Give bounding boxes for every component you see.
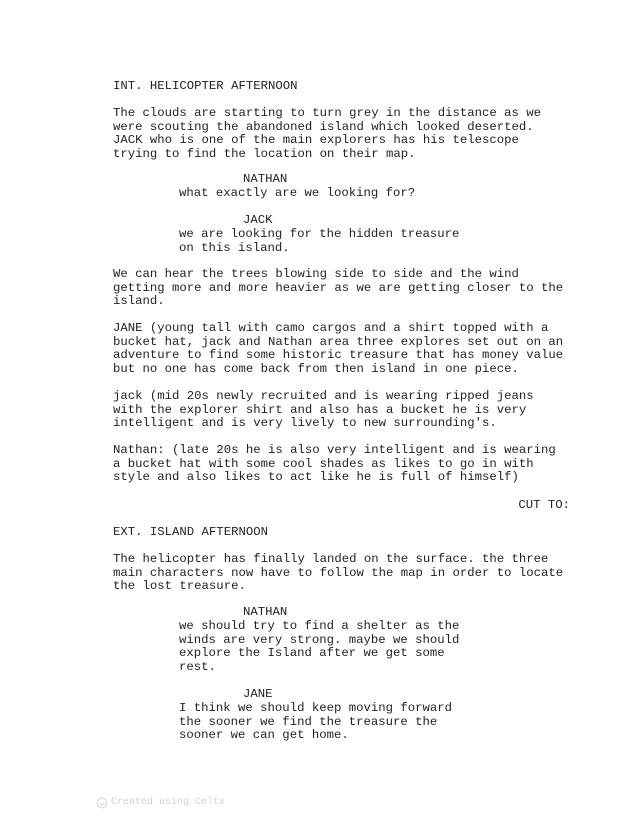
character-name-4: JANE <box>243 687 273 701</box>
action-paragraph-5: Nathan: (late 20s he is also very intelligent and is wearing a bucket hat with some cool shades as likes to go in with style and also likes to act like he is full of himself) <box>113 443 556 485</box>
dialogue-4: I think we should keep moving forward the sooner we find the treasure the sooner we can get home. <box>179 701 453 743</box>
transition-cut-to: CUT TO: <box>518 498 570 512</box>
celtx-logo-icon <box>97 797 107 809</box>
dialogue-1: what exactly are we looking for? <box>179 186 416 200</box>
scene-heading-2: EXT. ISLAND AFTERNOON <box>113 525 268 539</box>
character-name-2: JACK <box>243 213 273 227</box>
action-paragraph-1: The clouds are starting to turn grey in the distance as we were scouting the abandoned island which looked deserted. JACK who is one of the main explorers has his telescope trying to find the location on their map. <box>113 106 542 161</box>
action-paragraph-6: The helicopter has finally landed on the surface. the three main characters now have to follow the map in order to locate the lost treasure. <box>113 552 564 594</box>
action-paragraph-3: JANE (young tall with camo cargos and a shirt topped with a bucket hat, jack and Nathan area three explores set out on an adventure to find some historic treasure that has money value but no one has come back from then island in one piece. <box>113 321 564 376</box>
footer-text: Created using Celtx <box>111 797 226 808</box>
character-name-3: NATHAN <box>243 605 288 619</box>
dialogue-3: we should try to find a shelter as the winds are very strong. maybe we should explore the Island after we get some rest. <box>179 619 460 674</box>
dialogue-2: we are looking for the hidden treasure on this island. <box>179 227 460 255</box>
scene-heading-1: INT. HELICOPTER AFTERNOON <box>113 79 298 93</box>
character-name-1: NATHAN <box>243 172 288 186</box>
footer-credit <box>97 796 225 810</box>
action-paragraph-4: jack (mid 20s newly recruited and is wearing ripped jeans with the explorer shirt and also has a bucket he is very intelligent and is very lively to new surrounding's. <box>113 389 534 431</box>
action-paragraph-2: We can hear the trees blowing side to side and the wind getting more and more heavier as we are getting closer to the island. <box>113 267 564 309</box>
